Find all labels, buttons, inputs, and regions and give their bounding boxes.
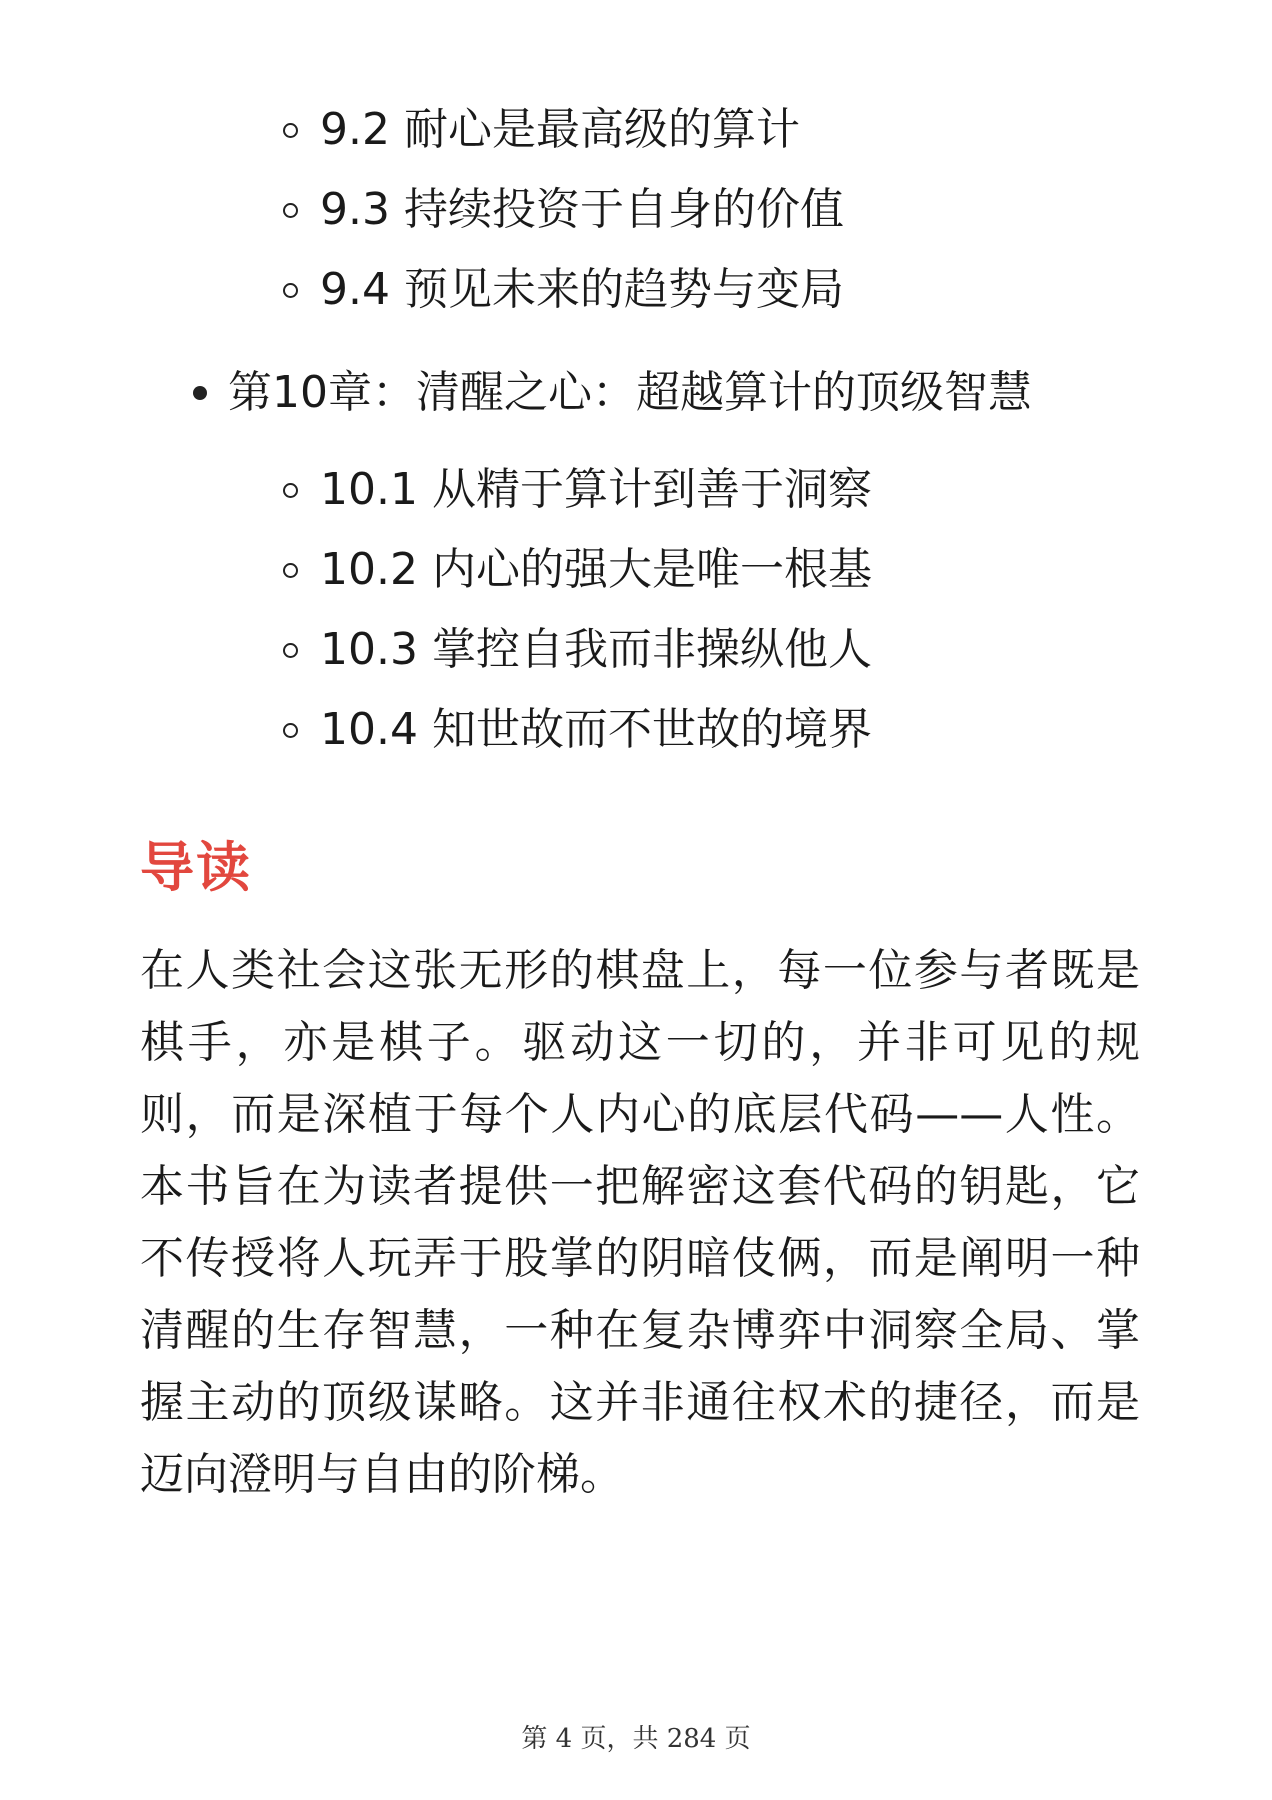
hollow-bullet-icon <box>283 283 298 298</box>
toc-section-9-2 <box>0 90 1272 170</box>
toc-section-label: 10.3 掌控自我而非操纵他人 <box>320 624 872 675</box>
hollow-bullet-icon <box>283 563 298 578</box>
toc-chapter-10 <box>0 338 1272 448</box>
hollow-bullet-icon <box>283 123 298 138</box>
toc-section-label: 10.2 内心的强大是唯一根基 <box>320 544 872 595</box>
toc-section-label: 9.3 持续投资于自身的价值 <box>320 184 844 235</box>
toc-section-9-4 <box>0 250 1272 330</box>
intro-heading: 导读 <box>140 836 252 899</box>
hollow-bullet-icon <box>283 643 298 658</box>
table-of-contents <box>0 90 1272 770</box>
intro-paragraph: 在人类社会这张无形的棋盘上，每一位参与者既是棋手，亦是棋子。驱动这一切的，并非可见的规则，而是深植于每个人内心的底层代码——人性。本书旨在为读者提供一把解密这套代码的钥匙，它不传授将人玩弄于股掌的阴暗伎俩，而是阐明一种清醒的生存智慧，一种在复杂博弈中洞察全局、掌握主动的顶级谋略。这并非通往权术的捷径，而是迈向澄明与自由的阶梯。 <box>140 945 1140 1500</box>
page-number-footer: 第 4 页，共 284 页 <box>521 1724 751 1754</box>
hollow-bullet-icon <box>283 203 298 218</box>
toc-section-10-2 <box>0 530 1272 610</box>
toc-section-label: 9.4 预见未来的趋势与变局 <box>320 264 844 315</box>
toc-section-label: 10.1 从精于算计到善于洞察 <box>320 464 872 515</box>
toc-section-9-3 <box>0 170 1272 250</box>
toc-section-10-1 <box>0 450 1272 530</box>
toc-section-label: 10.4 知世故而不世故的境界 <box>320 704 872 755</box>
chapter10-section-list <box>0 450 1272 770</box>
toc-chapter-label: 第10章：清醒之心：超越算计的顶级智慧 <box>228 367 1032 418</box>
chapter9-section-group <box>0 90 1272 330</box>
solid-bullet-icon <box>193 386 207 400</box>
toc-section-label: 9.2 耐心是最高级的算计 <box>320 104 800 155</box>
toc-section-10-3 <box>0 610 1272 690</box>
hollow-bullet-icon <box>283 723 298 738</box>
chapter10-section-group <box>0 450 1272 770</box>
toc-section-10-4 <box>0 690 1272 770</box>
chapter9-section-list <box>0 90 1272 330</box>
hollow-bullet-icon <box>283 483 298 498</box>
